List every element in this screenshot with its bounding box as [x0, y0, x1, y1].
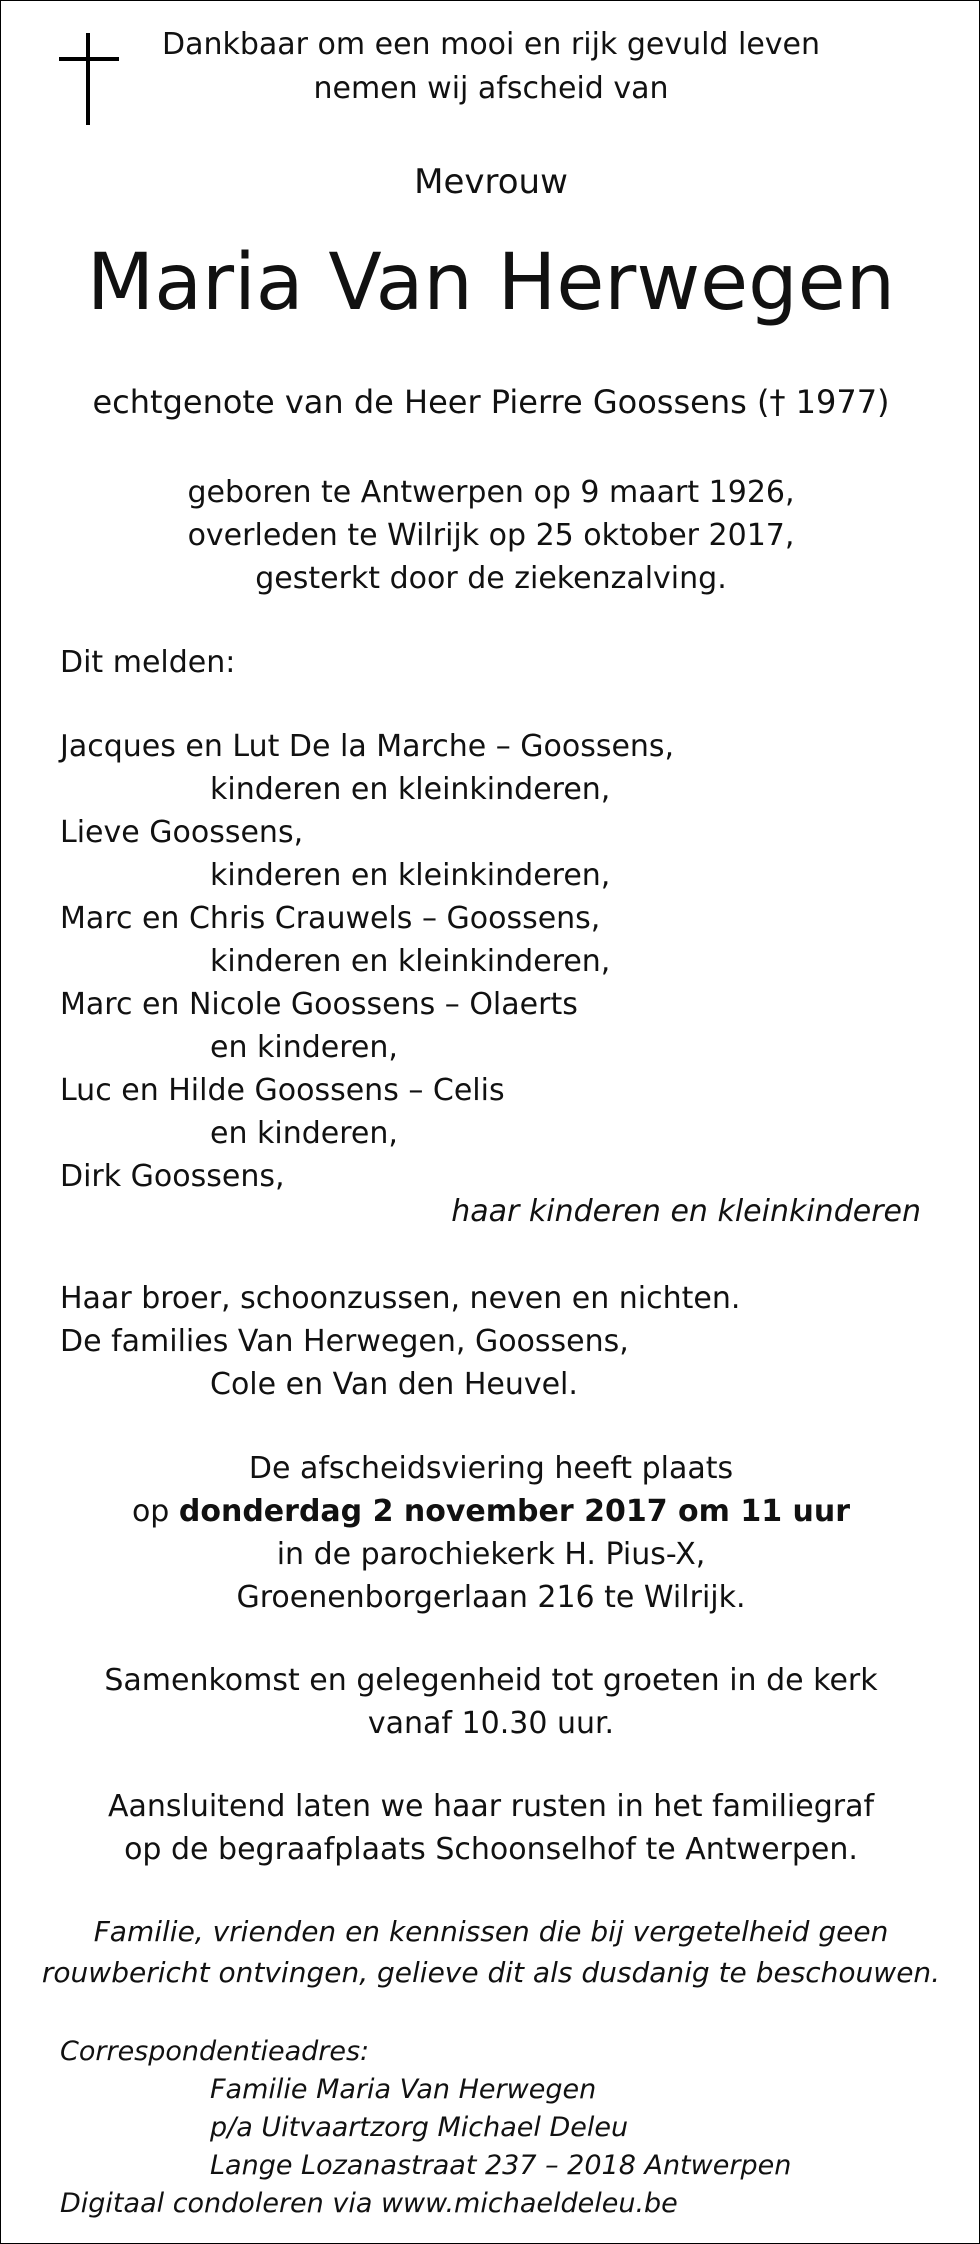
family-member: Lieve Goossens, — [60, 815, 304, 850]
relatives-line-1: Haar broer, schoonzussen, neven en nichten. — [60, 1281, 741, 1316]
ceremony-church: in de parochiekerk H. Pius-X, — [276, 1537, 706, 1572]
notice-line-1: Familie, vrienden en kennissen die bij vergetelheid geen — [93, 1915, 889, 1948]
gathering-line-2: vanaf 10.30 uur. — [367, 1706, 615, 1741]
ceremony-date-line — [1, 1490, 980, 1533]
announce-label: Dit melden: — [60, 645, 236, 680]
gathering-line-1: Samenkomst en gelegenheid tot groeten in de kerk — [104, 1663, 878, 1698]
ceremony-prefix: op — [131, 1494, 170, 1529]
correspondence-line-2: p/a Uitvaartzorg Michael Deleu — [210, 2112, 629, 2143]
relatives-line-2: De families Van Herwegen, Goossens, — [60, 1324, 629, 1359]
condolence-link[interactable]: Digitaal condoleren via www.michaeldeleu.be — [60, 2188, 678, 2219]
deceased-name: Maria Van Herwegen — [86, 238, 896, 328]
family-member-sub: kinderen en kleinkinderen, — [210, 858, 611, 893]
ceremony-address: Groenenborgerlaan 216 te Wilrijk. — [236, 1580, 746, 1615]
correspondence-line-1: Familie Maria Van Herwegen — [210, 2074, 597, 2105]
burial-line-1: Aansluitend laten we haar rusten in het familiegraf — [107, 1789, 875, 1824]
family-member-sub: kinderen en kleinkinderen, — [210, 944, 611, 979]
ceremony-line-1: De afscheidsviering heeft plaats — [248, 1451, 734, 1486]
notice-line-2: rouwbericht ontvingen, gelieve dit als dusdanig te beschouwen. — [41, 1956, 941, 1989]
sacrament-line: gesterkt door de ziekenzalving. — [255, 561, 727, 596]
correspondence-line-3: Lange Lozanastraat 237 – 2018 Antwerpen — [210, 2150, 792, 2181]
family-member: Jacques en Lut De la Marche – Goossens, — [60, 729, 675, 764]
family-member-sub: en kinderen, — [210, 1116, 398, 1151]
family-member: Marc en Chris Crauwels – Goossens, — [60, 901, 601, 936]
death-line: overleden te Wilrijk op 25 oktober 2017, — [187, 518, 795, 553]
family-member-sub: kinderen en kleinkinderen, — [210, 772, 611, 807]
intro-line-2: nemen wij afscheid van — [313, 71, 669, 106]
family-member: Luc en Hilde Goossens – Celis — [60, 1073, 505, 1108]
family-caption: haar kinderen en kleinkinderen — [451, 1194, 921, 1229]
honorific: Mevrouw — [414, 162, 568, 202]
intro-line-1: Dankbaar om een mooi en rijk gevuld leven — [161, 27, 821, 62]
correspondence-label: Correspondentieadres: — [60, 2036, 370, 2067]
family-member: Dirk Goossens, — [60, 1159, 285, 1194]
family-member: Marc en Nicole Goossens – Olaerts — [60, 987, 578, 1022]
birth-line: geboren te Antwerpen op 9 maart 1926, — [187, 475, 795, 510]
ceremony-date: donderdag 2 november 2017 om 11 uur — [178, 1494, 851, 1529]
spouse-line: echtgenote van de Heer Pierre Goossens († 1977) — [92, 383, 890, 421]
burial-line-2: op de begraafplaats Schoonselhof te Antwerpen. — [124, 1832, 858, 1867]
relatives-line-3: Cole en Van den Heuvel. — [210, 1367, 578, 1402]
family-member-sub: en kinderen, — [210, 1030, 398, 1065]
